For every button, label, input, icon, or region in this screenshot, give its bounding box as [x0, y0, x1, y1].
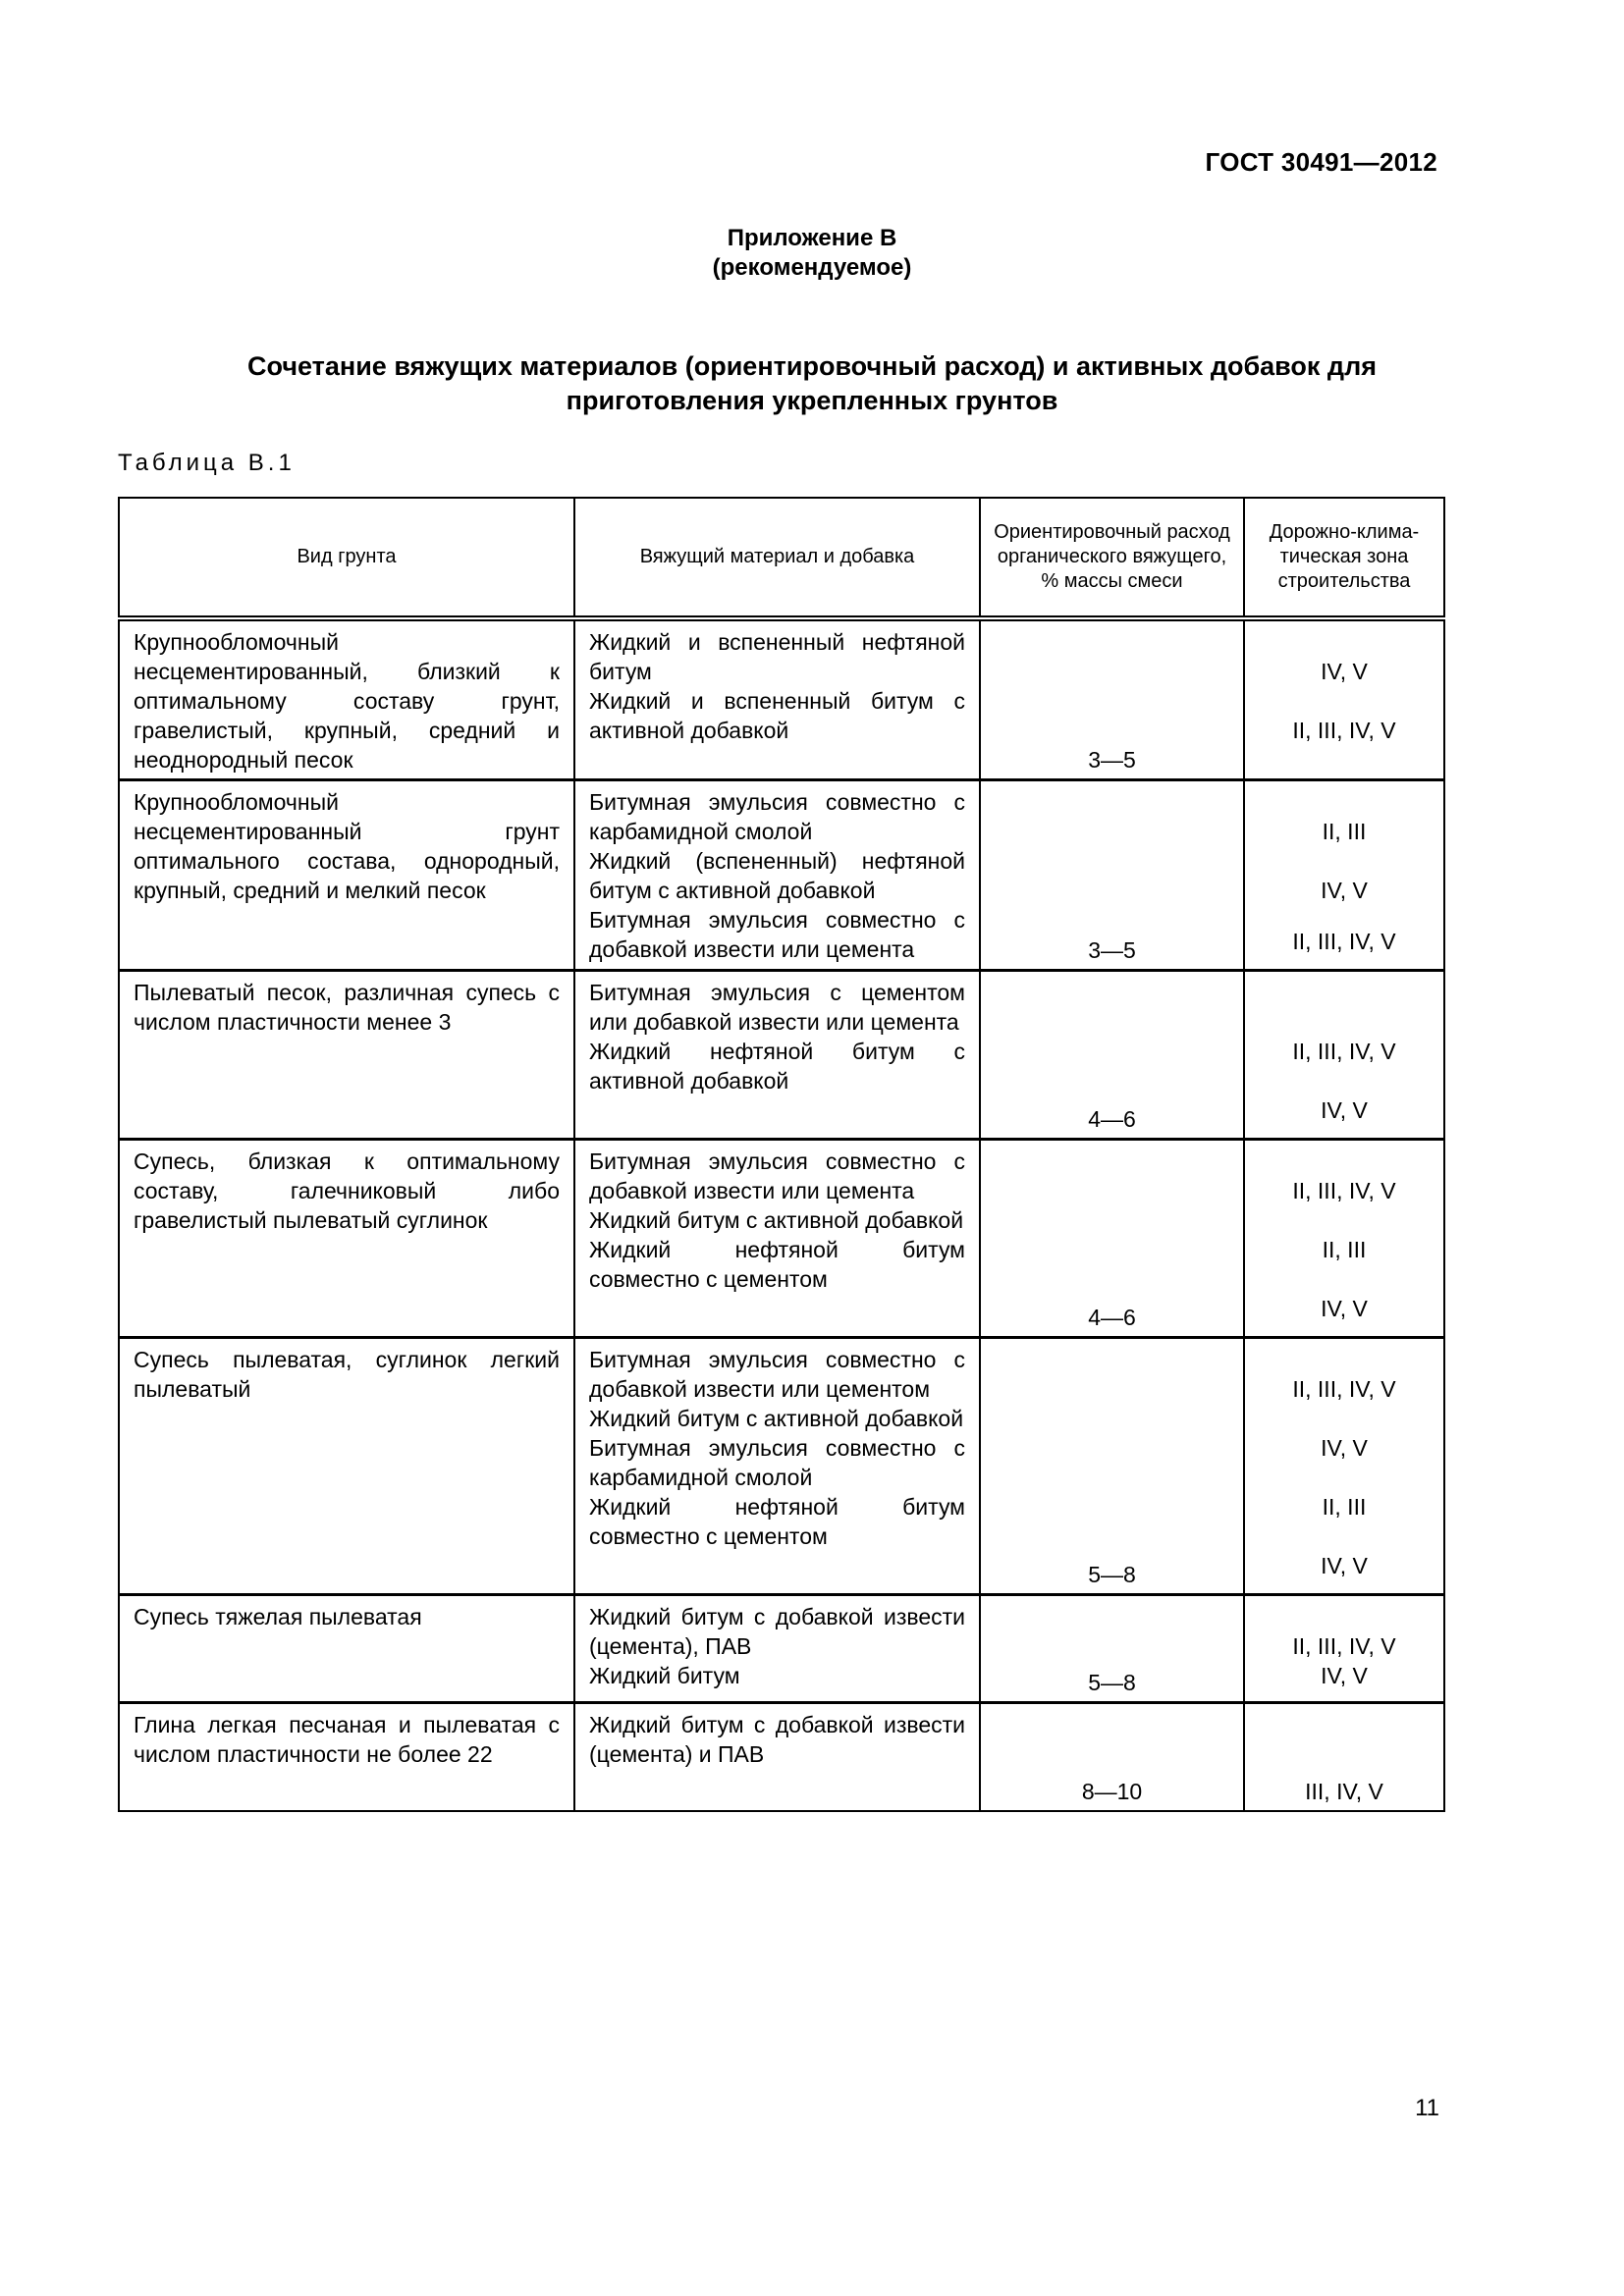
rate-cell: 8—10	[980, 1703, 1244, 1811]
binder-item: Битумная эмульсия с цементом или добавкой извести или цемента	[589, 980, 965, 1035]
soil-type-cell: Крупнообломочный несцементированный, близкий к оптимальному составу грунт, гравелистый, крупный, средний и неоднородный песок	[119, 618, 574, 780]
rate-cell: 3—5	[980, 780, 1244, 971]
binder-item: Жидкий битум с добавкой извести (цемента), ПАВ	[589, 1604, 965, 1659]
column-header-rate: Ориентировочный расход органического вяжущего, % массы смеси	[980, 498, 1244, 618]
table-row	[119, 1703, 1444, 1811]
zone-cell	[1244, 618, 1444, 780]
column-header-zone: Дорожно-клима-тическая зона строительства	[1244, 498, 1444, 618]
binder-item: Жидкий и вспененный битум с активной добавкой	[589, 688, 965, 743]
appendix-subtitle: (рекомендуемое)	[712, 254, 912, 281]
binder-cell	[574, 1703, 980, 1811]
soil-type-cell: Супесь тяжелая пылеватая	[119, 1595, 574, 1703]
binder-item: Жидкий нефтяной битум совместно с цементом	[589, 1237, 965, 1292]
binder-item: Жидкий и вспененный нефтяной битум	[589, 629, 965, 684]
zone-item: IV, V	[1321, 1097, 1368, 1123]
zone-item: IV, V	[1321, 1663, 1368, 1688]
zone-item: II, III, IV, V	[1292, 1178, 1396, 1203]
binder-cell	[574, 780, 980, 971]
table-row	[119, 1595, 1444, 1703]
column-header-soil: Вид грунта	[119, 498, 574, 618]
binder-item: Жидкий нефтяной битум совместно с цементом	[589, 1494, 965, 1549]
rate-cell: 4—6	[980, 1140, 1244, 1338]
soil-type-cell: Крупнообломочный несцементированный грунт оптимального состава, однородный, крупный, средний и мелкий песок	[119, 780, 574, 971]
zone-item: II, III	[1322, 1494, 1367, 1520]
zone-cell	[1244, 1338, 1444, 1595]
table-header-row	[119, 498, 1444, 618]
rate-cell: 3—5	[980, 618, 1244, 780]
zone-item: II, III	[1322, 1237, 1367, 1262]
zone-item: II, III, IV, V	[1292, 718, 1396, 743]
zone-item: II, III, IV, V	[1292, 929, 1396, 954]
table-row	[119, 780, 1444, 971]
binder-table	[118, 497, 1445, 1812]
page-title: Сочетание вяжущих материалов (ориентировочный расход) и активных добавок для приготовления укрепленных грунтов	[247, 351, 1377, 415]
binder-cell	[574, 1140, 980, 1338]
zone-item: IV, V	[1321, 659, 1368, 684]
table-container	[118, 497, 1443, 1812]
rate-cell: 5—8	[980, 1338, 1244, 1595]
zone-cell	[1244, 971, 1444, 1140]
binder-item: Жидкий (вспененный) нефтяной битум с активной добавкой	[589, 848, 965, 903]
appendix-heading	[0, 224, 1624, 283]
zone-item: III, IV, V	[1305, 1778, 1383, 1804]
zone-item: IV, V	[1321, 1435, 1368, 1461]
binder-item: Жидкий битум с добавкой извести (цемента) и ПАВ	[589, 1712, 965, 1767]
binder-item: Жидкий нефтяной битум с активной добавкой	[589, 1039, 965, 1094]
zone-item: IV, V	[1321, 1296, 1368, 1321]
binder-cell	[574, 1338, 980, 1595]
zone-item: IV, V	[1321, 1553, 1368, 1578]
binder-cell	[574, 971, 980, 1140]
zone-cell	[1244, 1595, 1444, 1703]
binder-item: Жидкий битум	[589, 1663, 740, 1688]
table-label: Таблица В.1	[118, 450, 296, 476]
zone-item: II, III	[1322, 819, 1367, 844]
rate-cell: 4—6	[980, 971, 1244, 1140]
binder-cell	[574, 1595, 980, 1703]
zone-item: II, III, IV, V	[1292, 1039, 1396, 1064]
zone-cell	[1244, 1703, 1444, 1811]
document-code: ГОСТ 30491—2012	[1205, 147, 1437, 177]
soil-type-cell: Глина легкая песчаная и пылеватая с числом пластичности не более 22	[119, 1703, 574, 1811]
zone-item: IV, V	[1321, 878, 1368, 903]
binder-item: Битумная эмульсия совместно с добавкой извести или цемента	[589, 907, 965, 962]
page-number: 11	[1415, 2095, 1439, 2121]
table-row	[119, 618, 1444, 780]
table-row	[119, 1140, 1444, 1338]
soil-type-cell: Пылеватый песок, различная супесь с числом пластичности менее 3	[119, 971, 574, 1140]
binder-item: Битумная эмульсия совместно с карбамидной смолой	[589, 789, 965, 844]
column-header-binder: Вяжущий материал и добавка	[574, 498, 980, 618]
table-row	[119, 1338, 1444, 1595]
table-row	[119, 971, 1444, 1140]
binder-item: Битумная эмульсия совместно с добавкой извести или цементом	[589, 1347, 965, 1402]
zone-cell	[1244, 1140, 1444, 1338]
binder-cell	[574, 618, 980, 780]
rate-cell: 5—8	[980, 1595, 1244, 1703]
binder-item: Битумная эмульсия совместно с добавкой извести или цемента	[589, 1148, 965, 1203]
zone-item: II, III, IV, V	[1292, 1633, 1396, 1659]
soil-type-cell: Супесь, близкая к оптимальному составу, галечниковый либо гравелистый пылеватый суглинок	[119, 1140, 574, 1338]
soil-type-cell: Супесь пылеватая, суглинок легкий пылеватый	[119, 1338, 574, 1595]
binder-item: Битумная эмульсия совместно с карбамидной смолой	[589, 1435, 965, 1490]
binder-item: Жидкий битум с активной добавкой	[589, 1207, 964, 1233]
appendix-title: Приложение В	[727, 225, 897, 251]
binder-item: Жидкий битум с активной добавкой	[589, 1406, 964, 1431]
zone-cell	[1244, 780, 1444, 971]
zone-item: II, III, IV, V	[1292, 1376, 1396, 1402]
